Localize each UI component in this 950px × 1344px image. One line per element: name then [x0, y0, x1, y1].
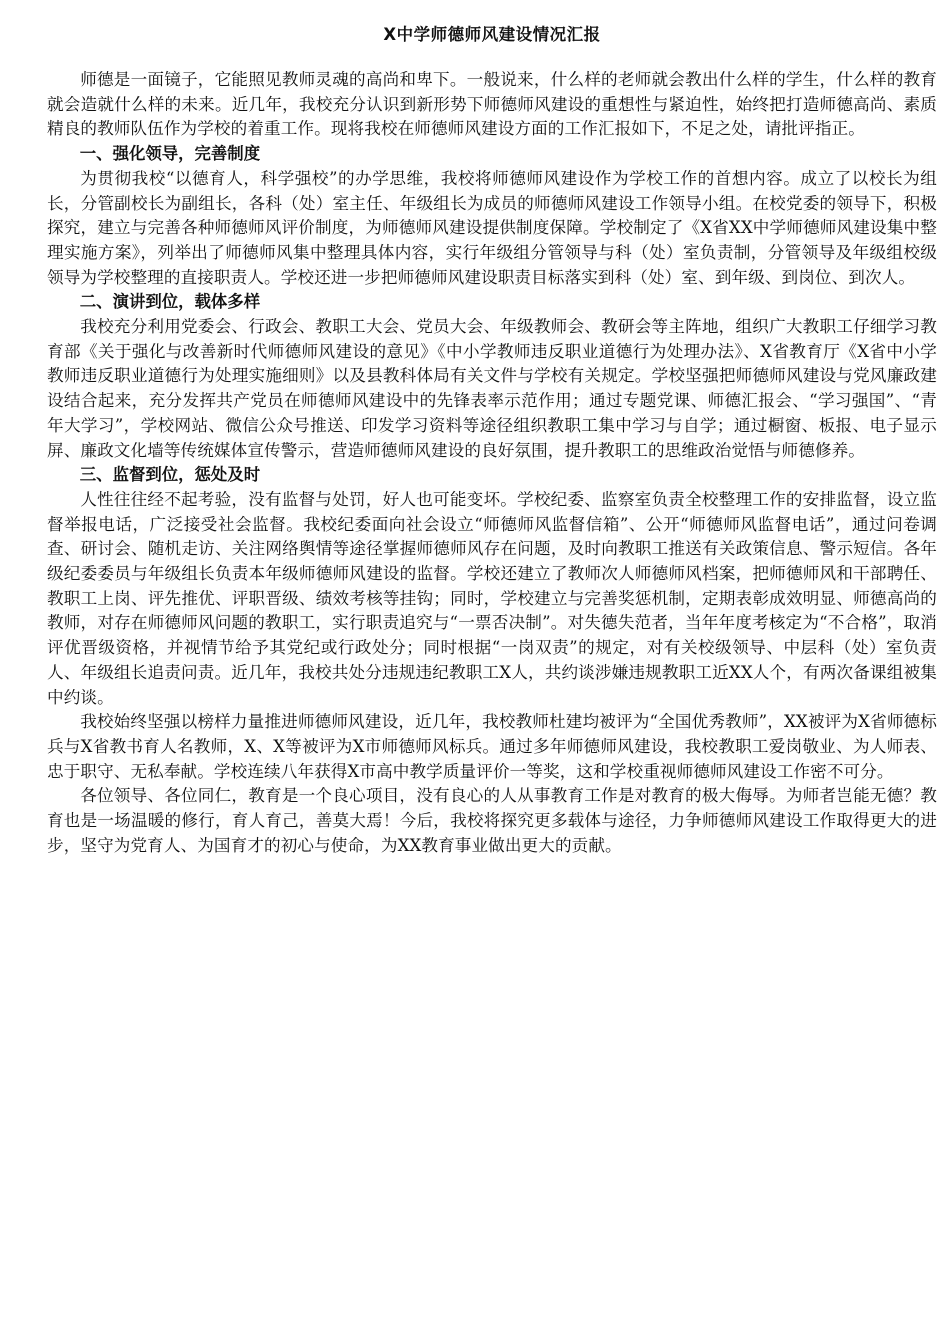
section-3-paragraph-1: 人性往往经不起考验，没有监督与处罚，好人也可能变坏。学校纪委、监察室负责全校整理工作的安排监督，设立监督举报电话，广泛接受社会监督。我校纪委面向社会设立“师德师风监督信箱”、公开“师德师风监督电话”，通过问卷调查、研讨会、随机走访、关注网络舆情等途径掌握师德师风存在问题，及时向教职工推送有关政策信息、警示短信。各年级纪委委员与年级组长负责本年级师德师风建设的监督。学校还建立了教师次人师德师风档案，把师德师风和干部聘任、教职工上岗、评先推优、评职晋级、绩效考核等挂钩；同时，学校建立与完善奖惩机制，定期表彰成效明显、师德高尚的教师，对存在师德师风问题的教职工，实行职责追究与“一票否决制”。对失德失范者，当年年度考核定为“不合格”，取消评优晋级资格，并视情节给予其党纪或行政处分；同时根据“一岗双责”的规定，对有关校级领导、中层科（处）室负责人、年级组长追责问责。近几年，我校共处分违规违纪教职工X人，共约谈涉嫌违规教职工近XX人个，有两次备课组被集中约谈。	[47, 489, 937, 707]
section-3-paragraph-2: 我校始终坚强以榜样力量推进师德师风建设，近几年，我校教师杜建均被评为“全国优秀教师”，XX被评为X省师德标兵与X省教书育人名教师，X、X等被评为X市师德师风标兵。通过多年师德师风建设，我校教职工爱岗敬业、为人师表、忠于职守、无私奉献。学校连续八年获得X市高中教学质量评价一等奖，这和学校重视师德师风建设工作密不可分。	[47, 712, 937, 781]
section-3-heading: 三、监督到位，惩处及时	[79, 465, 261, 485]
intro-paragraph: 师德是一面镜子，它能照见教师灵魂的高尚和卑下。一般说来，什么样的老师就会教出什么样的学生，什么样的教育就会造就什么样的未来。近几年，我校充分认识到新形势下师德师风建设的重想性与紧迫性，始终把打造师德高尚、素质精良的教师队伍作为学校的着重工作。现将我校在师德师风建设方面的工作汇报如下，不足之处，请批评指正。	[47, 70, 937, 139]
document-page	[47, 22, 937, 859]
closing-paragraph: 各位领导、各位同仁，教育是一个良心项目，没有良心的人从事教育工作是对教育的极大侮辱。为师者岂能无德？教育也是一场温暖的修行，育人育己，善莫大焉！今后，我校将探究更多载体与途径，力争师德师风建设工作取得更大的进步，坚守为党育人、为国育才的初心与使命，为XX教育事业做出更大的贡献。	[47, 786, 937, 855]
section-2-paragraph-1: 我校充分利用党委会、行政会、教职工大会、党员大会、年级教师会、教研会等主阵地，组织广大教职工仔细学习教育部《关于强化与改善新时代师德师风建设的意见》《中小学教师违反职业道德行为处理办法》、X省教育厅《X省中小学教师违反职业道德行为处理实施细则》以及县教科体局有关文件与学校有关规定。学校坚强把师德师风建设与党风廉政建设结合起来，充分发挥共产党员在师德师风建设中的先锋表率示范作用；通过专题党课、师德汇报会、“学习强国”、“青年大学习”，学校网站、微信公众号推送、印发学习资料等途径组织教职工集中学习与自学；通过橱窗、板报、电子显示屏、廉政文化墙等传统媒体宣传警示，营造师德师风建设的良好氛围，提升教职工的思维政治觉悟与师德修养。	[47, 317, 937, 460]
document-title: X中学师德师风建设情况汇报	[383, 25, 601, 44]
section-1-paragraph-1: 为贯彻我校“以德育人，科学强校”的办学思维，我校将师德师风建设作为学校工作的首想内容。成立了以校长为组长，分管副校长为副组长，各科（处）室主任、年级组长为成员的师德师风建设工作领导小组。在校党委的领导下，积极探究，建立与完善各种师德师风评价制度，为师德师风建设提供制度保障。学校制定了《X省XX中学师德师风建设集中整理实施方案》，列举出了师德师风集中整理具体内容，实行年级组分管领导与科（处）室负责制，分管领导及年级组校级领导为学校整理的直接职责人。学校还进一步把师德师风建设职责目标落实到科（处）室、到年级、到岗位、到次人。	[47, 168, 937, 287]
section-1-heading: 一、强化领导，完善制度	[79, 144, 261, 164]
section-2-heading: 二、演讲到位，载体多样	[79, 292, 261, 312]
